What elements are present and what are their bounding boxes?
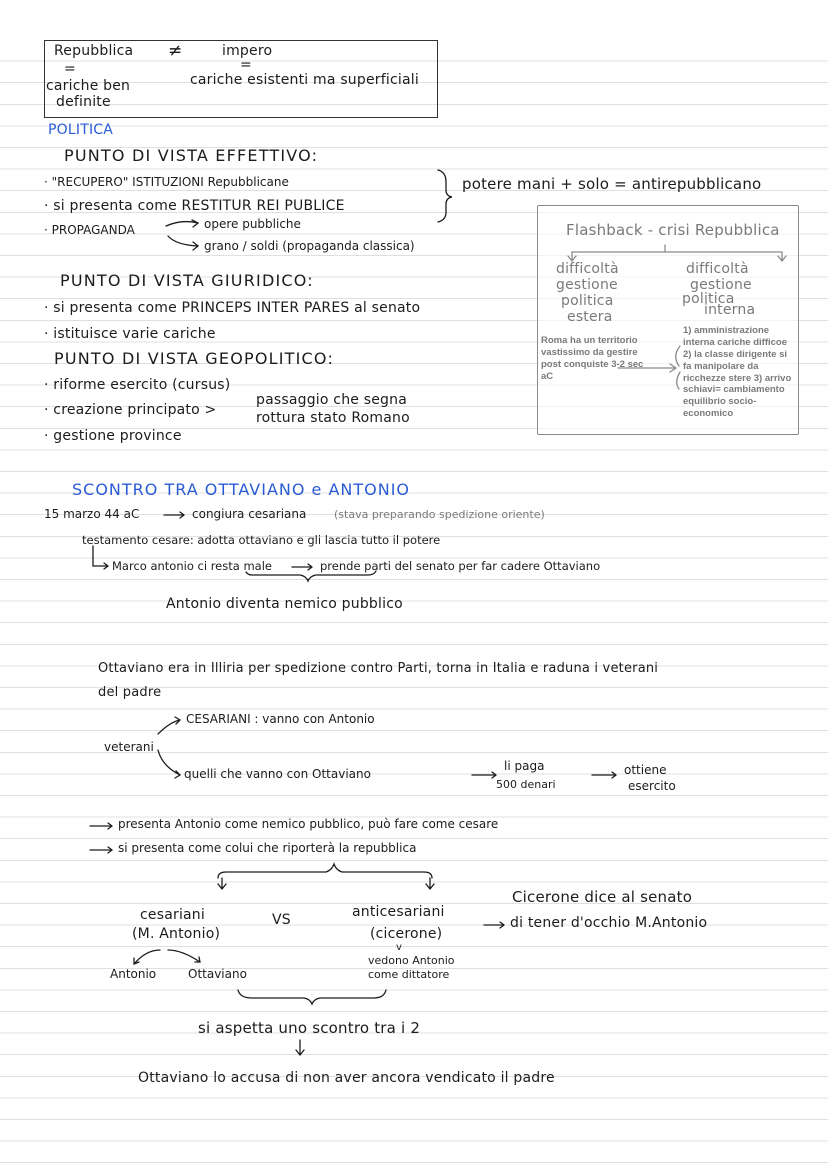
m-antonio-label: (M. Antonio) xyxy=(132,926,221,942)
prende-label: prende parti del senato per far cadere Ottaviano xyxy=(320,559,601,573)
effettivo-item-1: · "RECUPERO" ISTITUZIONI Repubblicane xyxy=(44,175,289,189)
brace-effettivo xyxy=(438,170,452,222)
congiura-note: (stava preparando spedizione oriente) xyxy=(334,508,545,521)
flashback-right-head-4: interna xyxy=(704,302,756,318)
arrow-resta-prende xyxy=(292,564,312,570)
ottaviano-line-1: Ottaviano era in Illiria per spedizione contro Parti, torna in Italia e raduna i veterani xyxy=(98,661,659,676)
arrow-presenta-2 xyxy=(90,847,112,853)
arrowhead-opere xyxy=(192,220,198,227)
paga-line-1: li paga xyxy=(504,759,545,773)
definite-label: definite xyxy=(56,94,111,110)
arrow-brace-left xyxy=(218,878,226,889)
vedono-line-2: come dittatore xyxy=(368,968,450,981)
giuridico-item-1: · si presenta come PRINCEPS INTER PARES al senato xyxy=(44,300,421,316)
effettivo-heading: PUNTO DI VISTA EFFETTIVO: xyxy=(64,146,319,165)
brace-lower xyxy=(238,990,386,1004)
equals-sign-left: = xyxy=(64,61,76,77)
curved-arrows-antonio-ottaviano xyxy=(134,950,200,964)
arrow-presenta-1 xyxy=(90,823,112,829)
impero-label: impero xyxy=(222,43,273,59)
vedono-line-1: vedono Antonio xyxy=(368,954,455,967)
v-mark: v xyxy=(396,942,402,953)
aspetta-label: si aspetta uno scontro tra i 2 xyxy=(198,1019,421,1037)
geopolitico-item-2: · creazione principato > xyxy=(44,402,217,418)
flashback-title: Flashback - crisi Repubblica xyxy=(566,221,780,239)
flashback-right-text: 1) amministrazione interna cariche difficoe 2) la classe dirigente si fa manipolare da ricchezze stere 3) arrivo schiavi= cambiamento equilibrio socio-economico xyxy=(683,325,792,420)
flashback-right-head-2: gestione xyxy=(690,277,752,293)
flashback-left-text: Roma ha un territorio vastissimo da gestire post conquiste 3-2 sec aC xyxy=(541,335,644,382)
ottaviano-line-2: del padre xyxy=(98,685,162,700)
effettivo-item-2: · si presenta come RESTITUR REI PUBLICE xyxy=(44,198,345,214)
passaggio-line-1: passaggio che segna xyxy=(256,392,407,408)
vs-label: VS xyxy=(272,912,291,928)
not-equal-sign: ≠ xyxy=(168,41,183,61)
equals-sign-right: = xyxy=(240,57,252,73)
arrow-aspetta-accusa xyxy=(296,1040,304,1055)
arrow-quelli-paga xyxy=(472,772,496,778)
testamento-label: testamento cesare: adotta ottaviano e gli lascia tutto il potere xyxy=(82,533,441,547)
cicerone-paren-label: (cicerone) xyxy=(370,926,443,942)
quelli-label: quelli che vanno con Ottaviano xyxy=(184,767,371,781)
flashback-left-head-3: politica xyxy=(561,293,614,309)
effettivo-item-3: · PROPAGANDA xyxy=(44,223,135,237)
propaganda-opere: opere pubbliche xyxy=(204,217,301,231)
accusa-label: Ottaviano lo accusa di non aver ancora vendicato il padre xyxy=(138,1070,555,1086)
cicerone-line-1: Cicerone dice al senato xyxy=(512,888,693,906)
cariche-esistenti-label: cariche esistenti ma superficiali xyxy=(190,72,419,88)
cicerone-line-2: di tener d'occhio M.Antonio xyxy=(510,915,708,931)
repubblica-label: Repubblica xyxy=(54,43,134,59)
arrowhead-grano xyxy=(193,242,198,250)
antonio-label: Antonio xyxy=(110,967,157,981)
marco-label: Marco antonio ci resta male xyxy=(112,559,272,573)
brace-cesariani-vs xyxy=(218,864,432,878)
geopolitico-heading: PUNTO DI VISTA GEOPOLITICO: xyxy=(54,349,335,368)
nemico-label: Antonio diventa nemico pubblico xyxy=(166,596,403,612)
arrow-paga-ottiene xyxy=(592,772,616,778)
arrow-veterani-down xyxy=(158,750,180,778)
arrow-brace-right xyxy=(426,878,434,889)
arrow-veterani-up xyxy=(158,717,180,734)
congiura-label: congiura cesariana xyxy=(192,507,307,521)
ottiene-line-1: ottiene xyxy=(624,763,667,777)
anticesariani-label: anticesariani xyxy=(352,904,445,920)
propaganda-grano: grano / soldi (propaganda classica) xyxy=(204,239,415,253)
cesariani-label: cesariani xyxy=(140,907,205,923)
cariche-ben-label: cariche ben xyxy=(46,78,131,94)
passaggio-line-2: rottura stato Romano xyxy=(256,410,410,426)
cesariani-branch: CESARIANI : vanno con Antonio xyxy=(186,712,375,726)
scontro-heading: SCONTRO TRA OTTAVIANO e ANTONIO xyxy=(72,480,411,499)
giuridico-heading: PUNTO DI VISTA GIURIDICO: xyxy=(60,271,314,290)
brace-note: potere mani + solo = antirepubblicano xyxy=(462,175,762,193)
paga-line-2: 500 denari xyxy=(496,778,556,791)
flashback-right-head-1: difficoltà xyxy=(686,261,749,277)
arrow-opere-pubbliche xyxy=(166,222,198,226)
flashback-left-head-2: gestione xyxy=(556,277,618,293)
ottaviano-label: Ottaviano xyxy=(188,967,247,981)
hook-arrow-marco xyxy=(93,546,108,569)
presenta-line-2: si presenta come colui che riporterà la repubblica xyxy=(118,841,417,855)
veterani-label: veterani xyxy=(104,740,154,754)
date-label: 15 marzo 44 aC xyxy=(44,507,140,521)
politica-heading: POLITICA xyxy=(48,122,114,138)
flashback-left-head-1: difficoltà xyxy=(556,261,619,277)
flashback-right-head-3: politica xyxy=(682,291,735,307)
flashback-left-head-4: estera xyxy=(567,309,613,325)
ottiene-line-2: esercito xyxy=(628,779,676,793)
arrow-date-congiura xyxy=(164,512,184,518)
geopolitico-item-1: · riforme esercito (cursus) xyxy=(44,377,231,393)
presenta-line-1: presenta Antonio come nemico pubblico, può fare come cesare xyxy=(118,817,499,831)
arrow-grano-soldi xyxy=(168,236,198,246)
giuridico-item-2: · istituisce varie cariche xyxy=(44,326,216,342)
geopolitico-item-3: · gestione province xyxy=(44,428,182,444)
arrow-to-cicerone xyxy=(484,922,504,928)
